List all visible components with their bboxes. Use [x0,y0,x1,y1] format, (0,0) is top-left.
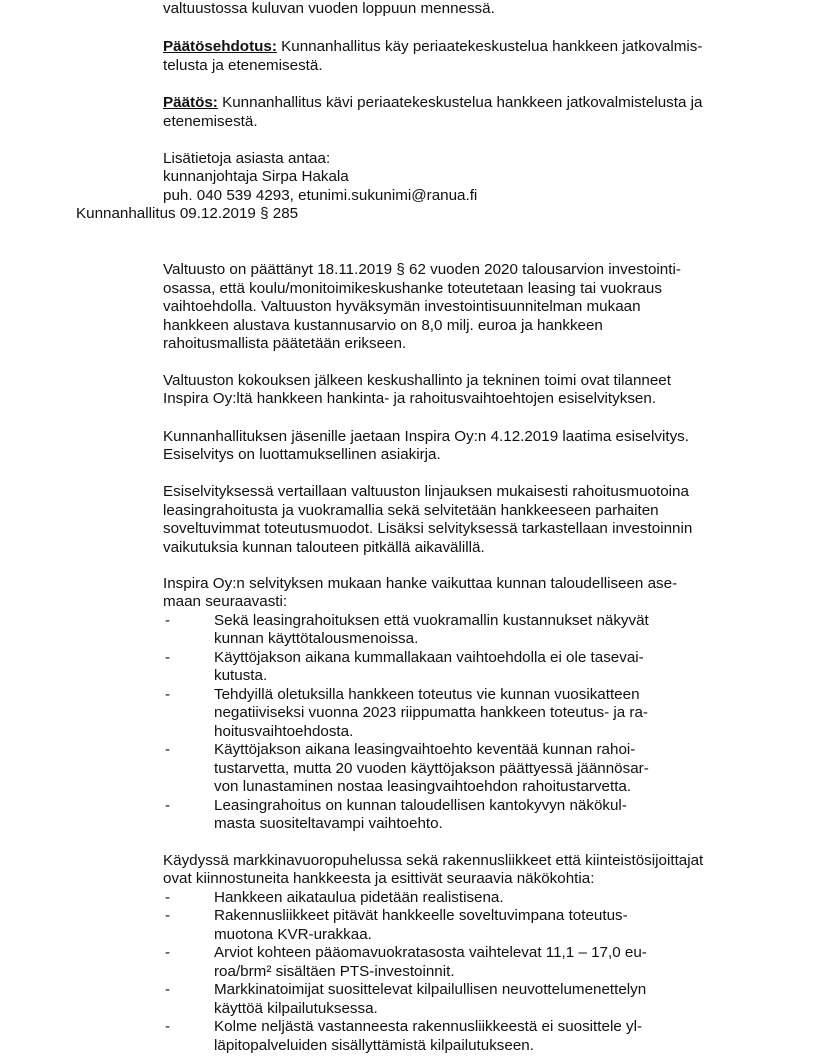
section-header: Kunnanhallitus 09.12.2019 § 285 [76,205,299,222]
paragraph-line: Esiselvitys on luottamuksellinen asiakirja. [163,446,441,463]
paragraph-line: soveltuvimmat toteutusmuodot. Lisäksi selvityksessä tarkastellaan investoinnin [163,520,693,537]
list-item-line: Sekä leasingrahoituksen että vuokramallin kustannukset näkyvät [214,612,649,629]
paragraph-line: rahoitusmallista päätetään erikseen. [163,335,407,352]
contact-person: kunnanjohtaja Sirpa Hakala [163,168,349,185]
list-item-line: kutusta. [214,667,268,684]
list-item-line: hoitusvaihtoehdosta. [214,723,354,740]
bullet-dash: - [165,612,171,629]
list-item-line: masta suositeltavampi vaihtoehto. [214,815,443,832]
proposal-text-cont: telusta ja etenemisestä. [163,57,323,74]
bullet-dash: - [165,1018,171,1035]
contact-heading: Lisätietoja asiasta antaa: [163,150,331,167]
list-item-line: Leasingrahoitus on kunnan taloudellisen kantokyvyn näkökul- [214,797,627,814]
paragraph-line: Kunnanhallituksen jäsenille jaetaan Inspira Oy:n 4.12.2019 laatima esiselvitys. [163,428,689,445]
bullet-dash: - [165,944,171,961]
paragraph-line: Inspira Oy:ltä hankkeen hankinta- ja rahoitusvaihtoehtojen esiselvityksen. [163,390,657,407]
paragraph-line: Esiselvityksessä vertaillaan valtuuston linjauksen mukaisesti rahoitusmuotoina [163,483,689,500]
decision-text-cont: etenemisestä. [163,113,258,130]
list-item-line: Kolme neljästä vastanneesta rakennusliikkeestä ei suosittele yl- [214,1018,643,1035]
bullet-dash: - [165,797,171,814]
list-item-line: käyttöä kilpailutuksessa. [214,1000,378,1017]
list-item-line: von lunastaminen nostaa leasingvaihtoehdon rahoitustarvetta. [214,778,632,795]
paragraph-line: Valtuusto on päättänyt 18.11.2019 § 62 vuoden 2020 talousarvion investointi- [163,261,681,278]
list-item-line: kunnan käyttötalousmenoissa. [214,630,419,647]
paragraph-line: osassa, että koulu/monitoimikeskushanke toteutetaan leasing tai vuokraus [163,280,662,297]
paragraph-line: hankkeen alustava kustannusarvio on 8,0 milj. euroa ja hankkeen [163,317,603,334]
paragraph-line: vaikutuksia kunnan talouteen pitkällä aikavälillä. [163,539,485,556]
list-item-line: Hankkeen aikataulua pidetään realistisena. [214,889,504,906]
list-item-line: Rakennusliikkeet pitävät hankkeelle soveltuvimpana toteutus- [214,907,628,924]
list-item-line: Markkinatoimijat suosittelevat kilpailullisen neuvottelumenettelyn [214,981,647,998]
bullet-dash: - [165,889,171,906]
paragraph-line: Valtuuston kokouksen jälkeen keskushallinto ja tekninen toimi ovat tilanneet [163,372,671,389]
intro-tail-text: valtuustossa kuluvan vuoden loppuun mennessä. [163,0,495,17]
paragraph-line: ovat kiinnostuneita hankkeesta ja esittivät seuraavia näkökohtia: [163,870,595,887]
paragraph-line: leasingrahoitusta ja vuokramallia sekä selvitetään hankkeeseen parhaiten [163,502,659,519]
list-item-line: negatiiviseksi vuonna 2023 riippumatta hankkeen toteutus- ja ra- [214,704,648,721]
list-item-line: Tehdyillä oletuksilla hankkeen toteutus vie kunnan vuosikatteen [214,686,640,703]
proposal-paragraph [163,38,702,57]
list-item-line: roa/brm² sisältäen PTS-investoinnit. [214,963,455,980]
decision-paragraph [163,94,702,113]
list-item-line: Arviot kohteen pääomavuokratasosta vaihtelevat 11,1 – 17,0 eu- [214,944,647,961]
decision-label: Päätös: [163,94,218,111]
list-item-line: tustarvetta, mutta 20 vuoden käyttöjakson päättyessä jäännösar- [214,760,649,777]
list-item-line: muotona KVR-urakkaa. [214,926,372,943]
list-item-line: Käyttöjakson aikana kummallakaan vaihtoehdolla ei ole tasevai- [214,649,644,666]
paragraph-line: Käydyssä markkinavuoropuhelussa sekä rakennusliikkeet että kiinteistösijoittajat [163,852,704,869]
paragraph-line: Inspira Oy:n selvityksen mukaan hanke vaikuttaa kunnan taloudelliseen ase- [163,575,678,592]
bullet-dash: - [165,649,171,666]
bullet-dash: - [165,741,171,758]
paragraph-line: vaihtoehdolla. Valtuuston hyväksymän investointisuunnitelman mukaan [163,298,641,315]
contact-phone-email: puh. 040 539 4293, etunimi.sukunimi@ranua.fi [163,187,478,204]
bullet-dash: - [165,981,171,998]
bullet-dash: - [165,686,171,703]
proposal-text: Kunnanhallitus käy periaatekeskustelua hankkeen jatkovalmis- [276,38,703,55]
proposal-label: Päätösehdotus: [163,38,277,55]
list-item-line: läpitopalveluiden sisällyttämistä kilpailutukseen. [214,1037,534,1054]
decision-text: Kunnanhallitus kävi periaatekeskustelua hankkeen jatkovalmistelusta ja [217,94,703,111]
bullet-dash: - [165,907,171,924]
paragraph-line: maan seuraavasti: [163,593,288,610]
list-item-line: Käyttöjakson aikana leasingvaihtoehto keventää kunnan rahoi- [214,741,636,758]
